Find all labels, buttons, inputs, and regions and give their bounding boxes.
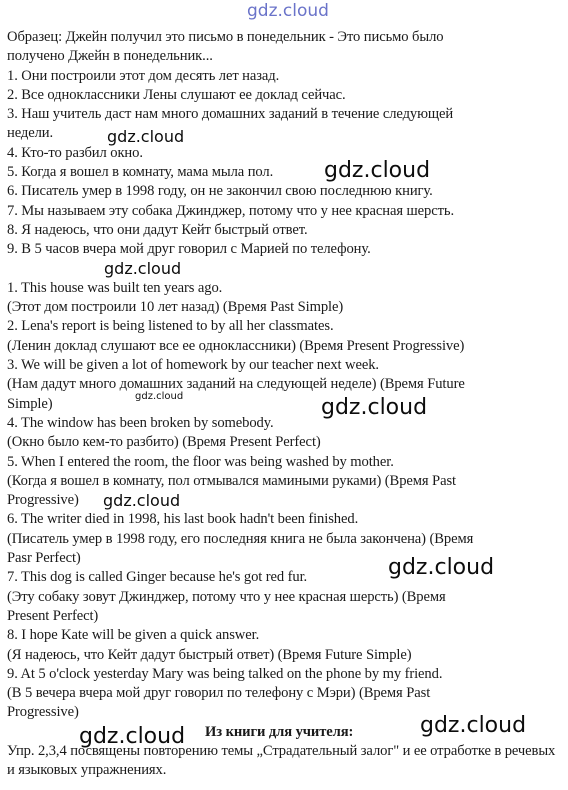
text-line: 4. Кто-то разбил окно. bbox=[7, 144, 143, 161]
text-line: 5. Когда я вошел в комнату, мама мыла пол. bbox=[7, 164, 274, 181]
text-line: 5. When I entered the room, the floor was being washed by mother. bbox=[7, 453, 394, 470]
teacher-book-text: Упр. 2,3,4 посвящены повторению темы „Страдательный залог" и ее отработке в речевых и языковых упражнениях. bbox=[7, 742, 556, 779]
watermark-top: gdz.cloud bbox=[247, 1, 329, 21]
watermark: gdz.cloud bbox=[104, 259, 182, 278]
text-line: Progressive) bbox=[7, 704, 79, 721]
text-line: 7. This dog is called Ginger because he's got red fur. bbox=[7, 569, 308, 586]
text-line: недели. bbox=[7, 125, 54, 142]
text-line: Образец: Джейн получил это письмо в понедельник - Это письмо было bbox=[7, 29, 444, 45]
text-line: Progressive) bbox=[7, 492, 79, 509]
watermark: gdz.cloud bbox=[103, 491, 181, 510]
watermark: gdz.cloud bbox=[107, 127, 185, 146]
text-line: 9. В 5 часов вчера мой друг говорил с Марией по телефону. bbox=[7, 241, 371, 258]
text-line: Present Perfect) bbox=[7, 607, 99, 624]
text-line: (Я надеюсь, что Кейт дадут быстрый ответ) (Время Future Simple) bbox=[7, 646, 412, 663]
text-line: (Писатель умер в 1998 году, его последняя книга не была закончена) (Время bbox=[7, 530, 474, 547]
text-line: (Нам дадут много домашних заданий на следующей неделе) (Время Future bbox=[7, 376, 465, 393]
text-line: 3. We will be given a lot of homework by our teacher next week. bbox=[7, 357, 379, 374]
watermark: gdz.cloud bbox=[324, 158, 431, 183]
watermark: gdz.cloud bbox=[135, 391, 184, 402]
text-line: 2. Lena's report is being listened to by all her classmates. bbox=[7, 318, 334, 335]
text-line: 3. Наш учитель даст нам много домашних заданий в течение следующей bbox=[7, 106, 454, 123]
text-line: 8. I hope Kate will be given a quick answer. bbox=[7, 627, 260, 644]
text-line: 1. Они построили этот дом десять лет назад. bbox=[7, 67, 280, 84]
text-line: Pasr Perfect) bbox=[7, 550, 81, 567]
watermark: gdz.cloud bbox=[321, 395, 428, 420]
teacher-book-heading: Из книги для учителя: bbox=[205, 723, 354, 740]
text-line: 6. Писатель умер в 1998 году, он не закончил свою последнюю книгу. bbox=[7, 183, 433, 200]
text-line: 8. Я надеюсь, что они дадут Кейт быстрый ответ. bbox=[7, 221, 308, 238]
text-line: получено Джейн в понедельник... bbox=[7, 48, 213, 65]
text-line: 4. The window has been broken by somebody. bbox=[7, 414, 274, 431]
text-line: 9. At 5 o'clock yesterday Mary was being talked on the phone by my friend. bbox=[7, 665, 443, 682]
text-line: Simple) bbox=[7, 395, 53, 412]
watermark: gdz.cloud bbox=[79, 724, 186, 749]
text-line: (Этот дом построили 10 лет назад) (Время Past Simple) bbox=[7, 299, 344, 316]
watermark: gdz.cloud bbox=[388, 555, 495, 580]
watermark: gdz.cloud bbox=[420, 713, 527, 738]
text-line: (Окно было кем-то разбито) (Время Present Perfect) bbox=[7, 434, 321, 451]
blank-line bbox=[7, 260, 563, 279]
text-line: (В 5 вечера вчера мой друг говорил по телефону с Мэри) (Время Past bbox=[7, 685, 431, 702]
text-line: (Когда я вошел в комнату, пол отмывался мамиными руками) (Время Past bbox=[7, 472, 456, 489]
answer-document bbox=[7, 28, 563, 781]
text-line: 6. The writer died in 1998, his last book hadn't been finished. bbox=[7, 511, 359, 528]
text-line: (Эту собаку зовут Джинджер, потому что у нее красная шерсть) (Время bbox=[7, 588, 446, 605]
text-line: (Ленин доклад слушают все ее одноклассники) (Время Present Progressive) bbox=[7, 337, 465, 354]
text-line: 2. Все одноклассники Лены слушают ее доклад сейчас. bbox=[7, 86, 346, 103]
text-line: 7. Мы называем эту собака Джинджер, потому что у нее красная шерсть. bbox=[7, 202, 455, 219]
text-line: 1. This house was built ten years ago. bbox=[7, 279, 223, 296]
